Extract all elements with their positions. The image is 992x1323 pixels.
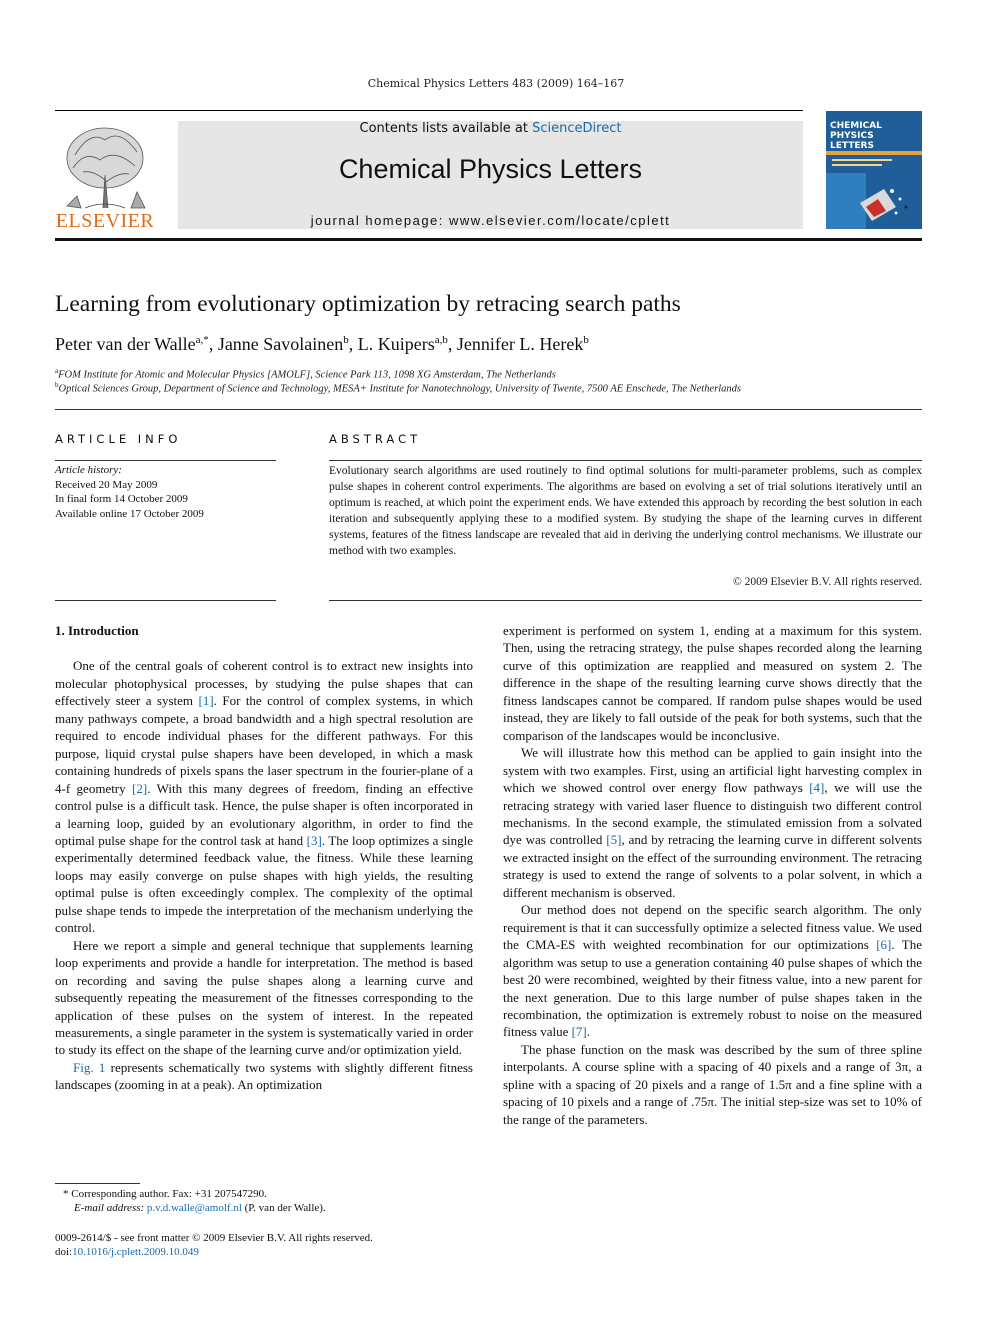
author-name: Jennifer L. Herek xyxy=(456,334,584,354)
author-separator: , xyxy=(208,334,218,354)
online-date: Available online 17 October 2009 xyxy=(55,507,204,520)
affiliation-mark: b xyxy=(55,381,59,389)
final-form-date: In final form 14 October 2009 xyxy=(55,493,188,505)
body-text: . The loop optimizes a single experimentally determined feedback value, the fitness. While these learning loops may easily converge on pulse shapes with high yields, the resulting optimal pulse is often exceedingly complex. The complexity of the optimal pulse shape tends to impede the interpretation of the mechanism underlying the control. xyxy=(55,832,473,936)
citation-link[interactable]: [7] xyxy=(571,1024,587,1040)
abstract-text: Evolutionary search algorithms are used routinely to find optimal solutions for multi-parameter problems, such as complex pulse shapes in coherent control experiments. The algorithms are based on evolving a set of trial solutions iteratively until an optimum is reached, at which point the experiment ends. We have extended this approach by recording the best solution in each iteration and subsequently applying these to a modified system. By studying the shape of the learning curves in different systems, features of the fitness landscape are revealed that aid in deriving the underlying control mechanisms. We illustrate our method with two examples. xyxy=(329,465,922,557)
author-separator: , xyxy=(447,334,457,354)
author-list xyxy=(55,334,589,355)
cover-title-line: LETTERS xyxy=(830,141,874,151)
body-paragraph xyxy=(503,1041,922,1128)
doi-prefix: doi: xyxy=(55,1246,73,1258)
body-paragraph xyxy=(503,901,922,1041)
body-paragraph xyxy=(503,744,922,901)
elsevier-wordmark: ELSEVIER xyxy=(55,210,155,232)
email-suffix: (P. van der Walle). xyxy=(241,1202,326,1214)
body-text: Our method does not depend on the specific search algorithm. The only requirement is that it can successfully optimize a selected fitness value. We used the CMA-ES with weighted recombination for our optimizations xyxy=(503,902,922,953)
body-paragraph xyxy=(55,1059,473,1094)
body-text: , we will use the retracing strategy with varied laser fluence to distinguish two different control mechanisms. In the second example, the stimulated emission from a solvated dye was controlled xyxy=(503,780,922,848)
email-link[interactable]: p.v.d.walle@amolf.nl xyxy=(146,1202,242,1214)
body-text: , and by retracing the learning curve in different solvents we extracted insight on the effect of the surrounding environment. The retracing strategy is used to extend the range of solvents to a polar solvent, in which a different mechanism is observed. xyxy=(503,832,922,900)
doi-line xyxy=(55,1245,199,1259)
body-right-column xyxy=(503,622,922,1128)
affiliation xyxy=(55,367,556,381)
abstract-bottom-rule xyxy=(329,600,922,601)
cover-title-line: CHEMICAL xyxy=(830,121,882,131)
affiliation-text: FOM Institute for Atomic and Molecular Physics [AMOLF], Science Park 113, 1098 XG Amsterdam, The Netherlands xyxy=(58,369,556,381)
citation-link[interactable]: [1] xyxy=(198,693,214,709)
journal-citation: Chemical Physics Letters 483 (2009) 164–167 xyxy=(367,77,625,90)
doi-link[interactable]: 10.1016/j.cplett.2009.10.049 xyxy=(72,1246,199,1258)
body-text: . xyxy=(586,1024,591,1040)
abstract-rule xyxy=(329,460,922,461)
author-affiliation-mark: b xyxy=(343,334,349,346)
author-separator: , xyxy=(348,334,358,354)
author-name: Janne Savolainen xyxy=(217,334,344,354)
issn-line: 0009-2614/$ - see front matter © 2009 Elsevier B.V. All rights reserved. xyxy=(55,1232,373,1244)
article-info-rule xyxy=(55,460,276,461)
body-text: The phase function on the mask was described by the sum of three spline interpolants. A course spline with a spacing of 40 pixels and a range of 3π, a spline with a spacing of 20 pixels and a range of 1.5π and a fine spline with a spacing of 10 pixels and a range of .75π. The initial step-size was set to 10% of the range of the parameters. xyxy=(503,1041,922,1127)
corresponding-author-note: * Corresponding author. Fax: +31 207547290. xyxy=(63,1188,267,1200)
citation-link[interactable]: [4] xyxy=(809,780,825,796)
affiliation-text: Optical Sciences Group, Department of Science and Technology, MESA+ Institute for Nanotechnology, University of Twente, 7500 AE Enschede, The Netherlands xyxy=(58,383,741,395)
figure-link[interactable]: Fig. 1 xyxy=(73,1059,106,1075)
body-text: experiment is performed on system 1, ending at a maximum for this system. Then, using the retracing strategy, the pulse shapes recorded along the learning curve of this optimization are reapplied and measured on system 2. The difference in the shape of the resulting learning curve shows directly that the fitness landscapes cannot be compared. If random pulse shapes would be used instead, they are likely to fall outside of the peak for both systems, such that the comparison of the landscapes would be inconclusive. xyxy=(503,623,922,743)
author-name: Peter van der Walle xyxy=(55,334,196,354)
sciencedirect-link[interactable]: ScienceDirect xyxy=(532,121,622,136)
footnote-rule xyxy=(55,1183,140,1184)
history-label: Article history: xyxy=(55,464,122,476)
body-left-column xyxy=(55,622,473,1094)
contents-line xyxy=(178,121,803,136)
author-affiliation-mark: a,b xyxy=(434,334,448,346)
body-text: represents schematically two systems with slightly different fitness landscapes (zooming in at a peak). An optimization xyxy=(55,1059,473,1093)
body-paragraph xyxy=(55,657,473,936)
article-history xyxy=(55,463,204,521)
received-date: Received 20 May 2009 xyxy=(55,478,158,491)
cover-title xyxy=(830,121,920,151)
body-text: . For the control of complex systems, in which many pathways compete, a broad bandwidth and a high spectral resolution are required to encode individual phases for the different pathways. For this purpose, liquid crystal pulse shapers have been developed, in which a mask containing hundreds of pixels spans the laser spectrum in the fourier-plane of a 4-f geometry xyxy=(55,693,473,796)
article-title: Learning from evolutionary optimization by retracing search paths xyxy=(55,291,681,317)
journal-homepage[interactable]: journal homepage: www.elsevier.com/locate/cplett xyxy=(310,213,671,228)
author-name: L. Kuipers xyxy=(357,334,435,354)
citation-link[interactable]: [3] xyxy=(306,832,322,848)
body-text: . With this many degrees of freedom, finding an effective control pulse is a difficult task. Hence, the pulse shaper is often incorporated in a learning loop, guided by an evolutionary algorithm, in order to find the optimal pulse shape for the control task at hand xyxy=(55,780,473,848)
abstract-heading: ABSTRACT xyxy=(329,432,422,446)
affiliation-rule xyxy=(55,409,922,410)
section-heading: 1. Introduction xyxy=(55,623,139,638)
body-text: We will illustrate how this method can be applied to gain insight into the system with two examples. First, using an artificial light harvesting complex in which we showed control over energy flow pathways xyxy=(503,745,922,796)
email-note xyxy=(74,1201,326,1215)
body-text: . The algorithm was setup to use a generation containing 40 pulse shapes of which the best 20 were recombined, weighted by their fitness value, into a new parent for the next generation. Due to this large number of pulse shapes taken in the recombination, the optimization is extremely robust to noise on the measured fitness value xyxy=(503,937,923,1040)
header-top-rule xyxy=(55,110,803,111)
affiliation-mark: a xyxy=(55,367,59,375)
body-text: One of the central goals of coherent control is to extract new insights into molecular photophysical processes, by studying the pulse shapes that can effectively steer a system xyxy=(55,658,473,709)
header-bottom-rule xyxy=(55,238,922,241)
contents-prefix: Contents lists available at xyxy=(359,121,533,136)
email-label: E-mail address: xyxy=(74,1202,147,1214)
affiliation xyxy=(55,381,741,395)
author-affiliation-mark: b xyxy=(583,334,589,346)
body-text: Here we report a simple and general technique that supplements learning loop experiments and provide a handle for interpretation. The method is based on recording and saving the pulse shapes along a learning curve and subsequently repeating the measurement of the fitnesses corresponding to the application of these pulses on the system of interest. In the repeated measurements, a single parameter in the system is systematically varied in order to study its effect on the shape of the learning curve and/or optimization yield. xyxy=(55,937,473,1058)
citation-link[interactable]: [5] xyxy=(606,832,622,848)
abstract-copyright: © 2009 Elsevier B.V. All rights reserved. xyxy=(733,576,922,588)
citation-link[interactable]: [2] xyxy=(132,780,148,796)
citation-link[interactable]: [6] xyxy=(876,937,892,953)
body-paragraph xyxy=(503,622,922,744)
author-affiliation-mark: a,* xyxy=(195,334,209,346)
journal-name: Chemical Physics Letters xyxy=(338,154,643,184)
cover-title-line: PHYSICS xyxy=(830,131,874,141)
article-info-bottom-rule xyxy=(55,600,276,601)
body-paragraph xyxy=(55,937,473,1059)
article-info-heading: ARTICLE INFO xyxy=(55,432,182,446)
